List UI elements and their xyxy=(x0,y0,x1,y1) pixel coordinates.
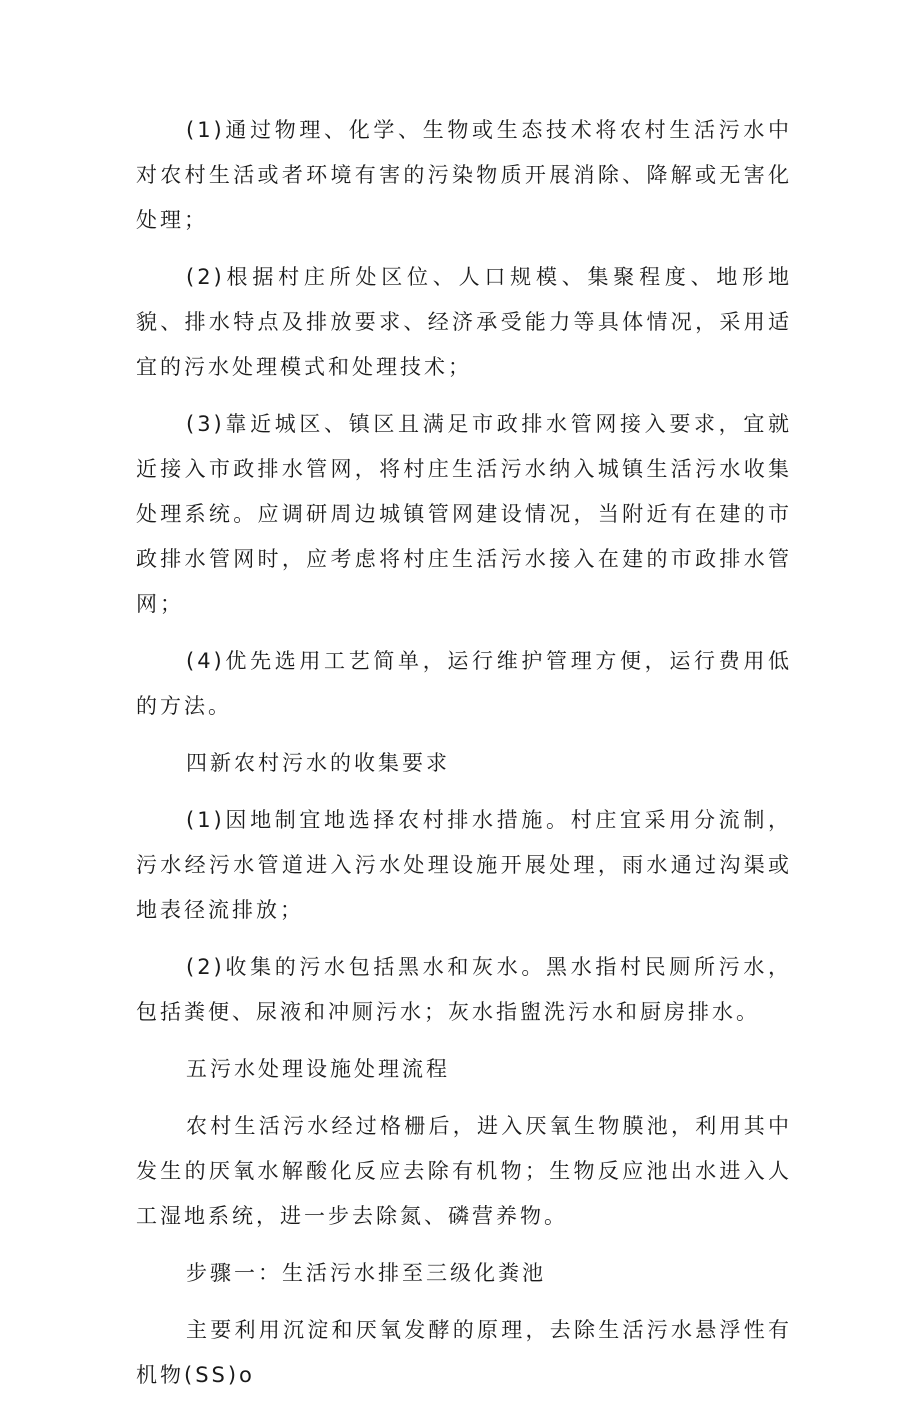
paragraph-collection-2: (2)收集的污水包括黑水和灰水。黑水指村民厕所污水，包括粪便、尿液和冲厕污水；灰水指盥洗污水和厨房排水。 xyxy=(136,955,792,1024)
paragraph-item-4: (4)优先选用工艺简单，运行维护管理方便，运行费用低的方法。 xyxy=(136,649,792,718)
step-one-heading: 步骤一：生活污水排至三级化粪池 xyxy=(186,1261,546,1285)
paragraph-step-one: 主要利用沉淀和厌氧发酵的原理，去除生活污水悬浮性有机物(SS)o xyxy=(136,1318,792,1387)
document-body xyxy=(136,108,792,1410)
paragraph-process-overview: 农村生活污水经过格栅后，进入厌氧生物膜池，利用其中发生的厌氧水解酸化反应去除有机物；生物反应池出水进入人工湿地系统，进一步去除氮、磷营养物。 xyxy=(136,1114,792,1228)
section-heading-5: 五污水处理设施处理流程 xyxy=(186,1057,450,1081)
paragraph-item-3: (3)靠近城区、镇区且满足市政排水管网接入要求，宜就近接入市政排水管网，将村庄生活污水纳入城镇生活污水收集处理系统。应调研周边城镇管网建设情况，当附近有在建的市政排水管网时，应考虑将村庄生活污水接入在建的市政排水管网； xyxy=(136,412,792,616)
paragraph-item-1: (1)通过物理、化学、生物或生态技术将农村生活污水中对农村生活或者环境有害的污染物质开展消除、降解或无害化处理； xyxy=(136,118,792,232)
section-heading-4: 四新农村污水的收集要求 xyxy=(186,751,450,775)
paragraph-item-2: (2)根据村庄所处区位、人口规模、集聚程度、地形地貌、排水特点及排放要求、经济承受能力等具体情况，采用适宜的污水处理模式和处理技术； xyxy=(136,265,792,379)
paragraph-collection-1: (1)因地制宜地选择农村排水措施。村庄宜采用分流制，污水经污水管道进入污水处理设施开展处理，雨水通过沟渠或地表径流排放； xyxy=(136,808,792,922)
